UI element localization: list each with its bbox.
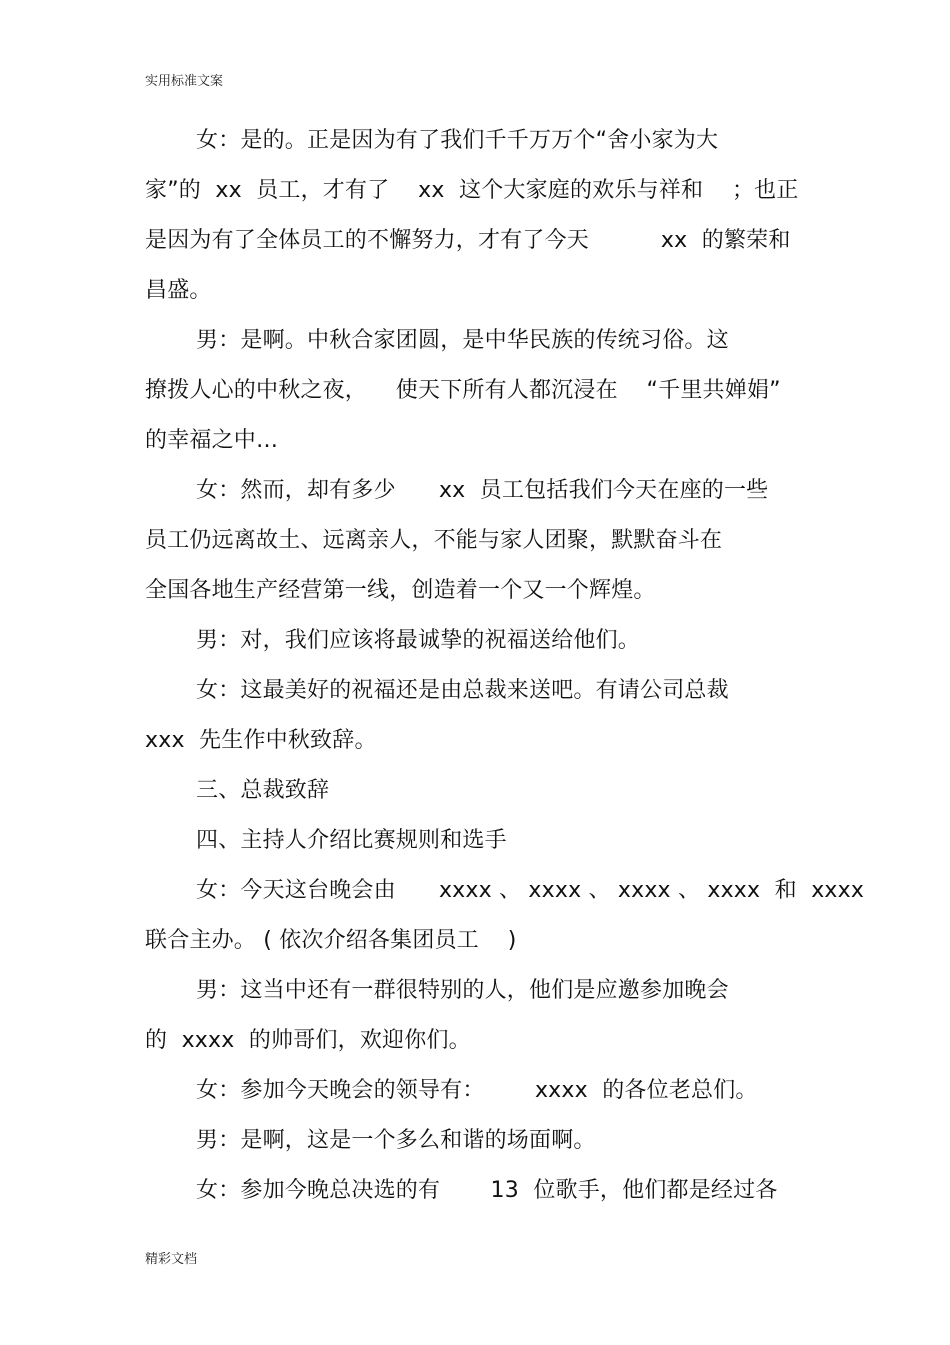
text-line: 男：是啊。中秋合家团圆，是中华民族的传统习俗。这 bbox=[196, 328, 729, 353]
text-line: 男：对，我们应该将最诚挚的祝福送给他们。 bbox=[196, 628, 641, 653]
text-line: 女：这最美好的祝福还是由总裁来送吧。有请公司总裁 bbox=[196, 678, 729, 703]
text-line: 女：参加今晚总决选的有 13 位歌手，他们都是经过各 bbox=[196, 1178, 778, 1203]
text-line: 男：是啊，这是一个多么和谐的场面啊。 bbox=[196, 1128, 596, 1153]
page-footer: 精彩文档 bbox=[145, 1252, 198, 1267]
text-line: 女：然而，却有多少 xx 员工包括我们今天在座的一些 bbox=[196, 478, 769, 503]
text-line: 昌盛。 bbox=[145, 278, 212, 303]
text-line: 女：是的。正是因为有了我们千千万万个“舍小家为大 bbox=[196, 128, 719, 153]
text-line: 的幸福之中… bbox=[145, 428, 279, 453]
section-heading: 四、主持人介绍比赛规则和选手 bbox=[196, 828, 507, 853]
page-header: 实用标准文案 bbox=[145, 74, 224, 89]
text-line: 撩拨人心的中秋之夜， 使天下所有人都沉浸在 “千里共婵娟” bbox=[145, 378, 781, 403]
section-heading: 三、总裁致辞 bbox=[196, 778, 330, 803]
text-line: 的 xxxx 的帅哥们，欢迎你们。 bbox=[145, 1028, 471, 1053]
text-line: 员工仍远离故土、远离亲人，不能与家人团聚，默默奋斗在 bbox=[145, 528, 723, 553]
text-line: 女：今天这台晚会由 xxxx 、 xxxx 、 xxxx 、 xxxx 和 xxxx bbox=[196, 878, 865, 903]
text-line: 联合主办。 ( 依次介绍各集团员工 ) bbox=[145, 928, 517, 953]
text-line: 女：参加今天晚会的领导有： xxxx 的各位老总们。 bbox=[196, 1078, 758, 1103]
text-line: 男：这当中还有一群很特别的人，他们是应邀参加晚会 bbox=[196, 978, 729, 1003]
text-line: 全国各地生产经营第一线，创造着一个又一个辉煌。 bbox=[145, 578, 656, 603]
text-line: 是因为有了全体员工的不懈努力，才有了今天 xx 的繁荣和 bbox=[145, 228, 791, 253]
text-line: 家”的 xx 员工，才有了 xx 这个大家庭的欢乐与祥和 ；也正 bbox=[145, 178, 799, 203]
text-line: xxx 先生作中秋致辞。 bbox=[145, 728, 377, 753]
